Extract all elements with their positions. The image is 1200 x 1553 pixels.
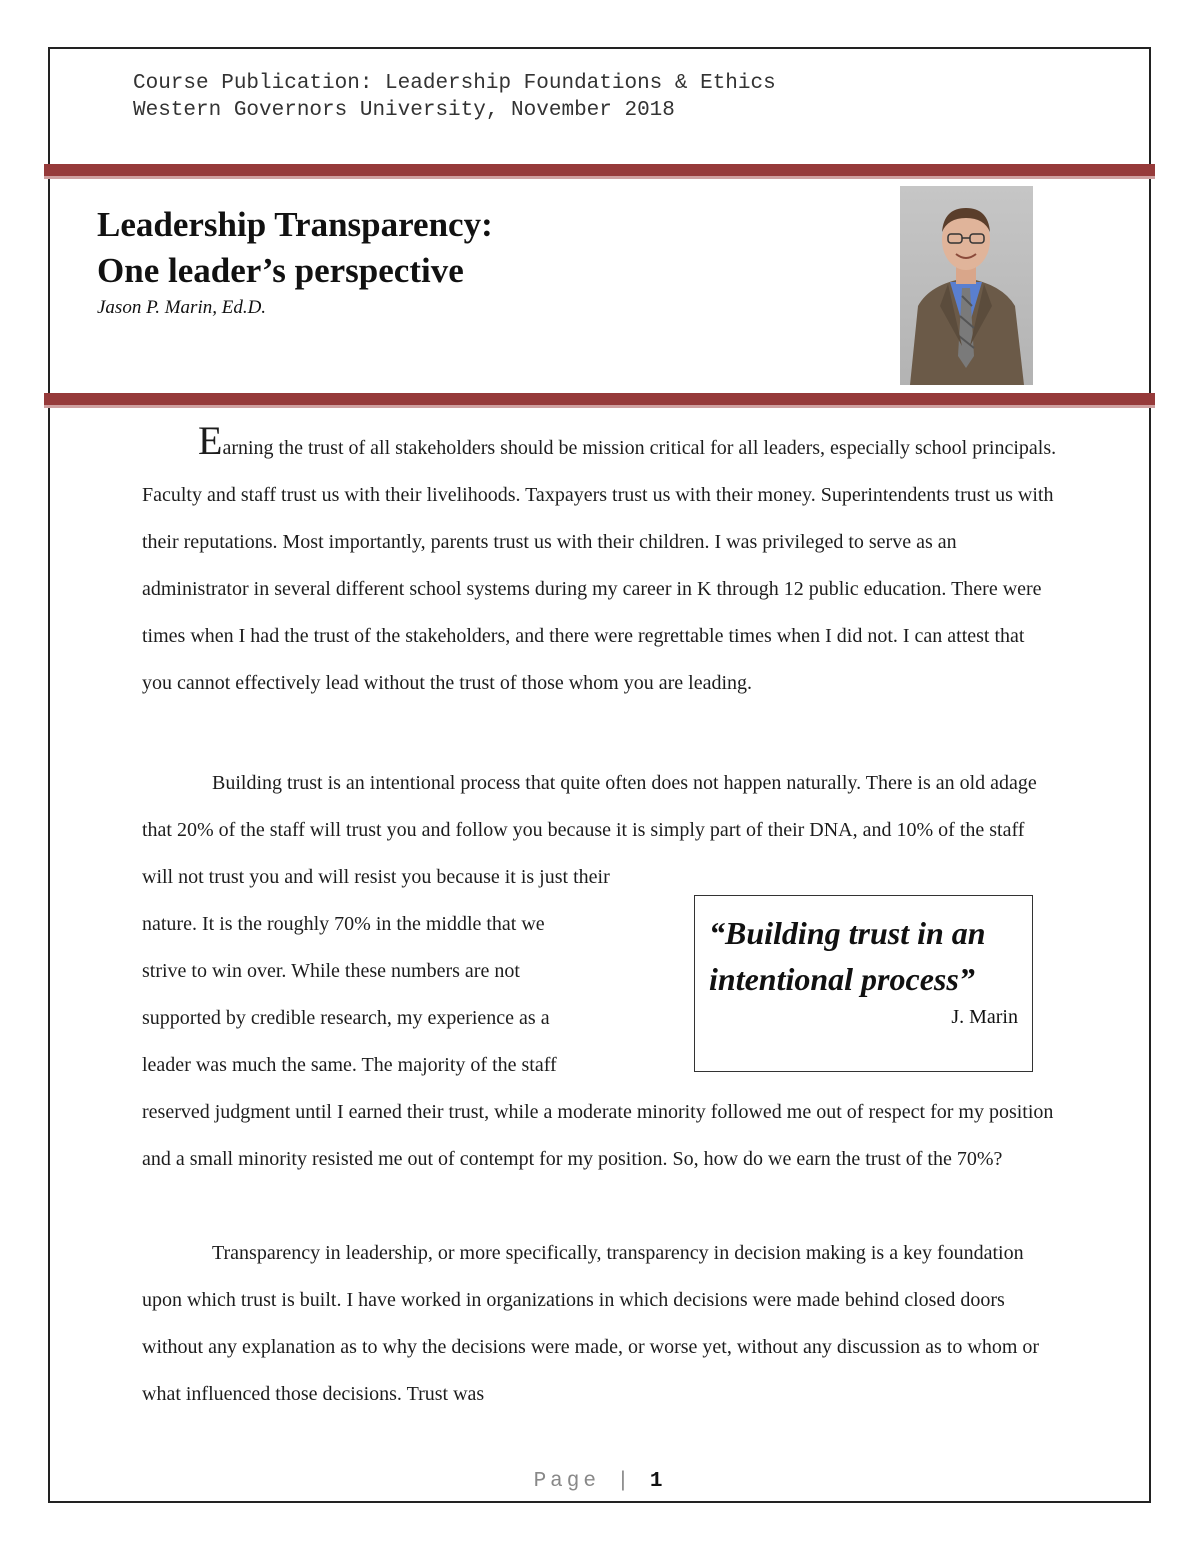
page-footer [0, 1470, 1200, 1493]
course-line-1: Course Publication: Leadership Foundations & Ethics [133, 72, 776, 95]
header-divider-top [44, 164, 1155, 176]
body-paragraph-2-wrap [142, 901, 662, 1089]
drop-cap: E [198, 418, 223, 463]
paragraph-2a-text: Building trust is an intentional process that quite often does not happen naturally. There is an old adage that 20% of the staff will trust you and follow you because it is simply part of their DNA, and 10% of the staff will not trust you and will resist you because it is just their [142, 772, 1037, 888]
course-header [133, 70, 776, 124]
page-label: Page [533, 1470, 600, 1493]
paragraph-3-text: Transparency in leadership, or more specifically, transparency in decision making is a key foundation upon which trust is built. I have worked in organizations in which decisions were made behind closed doors without any explanation as to why the decisions were made, or worse yet, without any discussion as to whom or what influenced those decisions. Trust was [142, 1242, 1040, 1405]
paragraph-1-text: arning the trust of all stakeholders should be mission critical for all leaders, especially school principals. Faculty and staff trust us with their livelihoods. Taxpayers trust us with their money. Superintendents trust us with their reputations. Most importantly, parents trust us with their children. I was privileged to serve as an administrator in several different school systems during my career in K through 12 public education. There were times when I had the trust of the stakeholders, and there were regrettable times when I did not. I can attest that you cannot effectively lead without the trust of those whom you are leading. [142, 437, 1057, 694]
wrap-line-3: supported by credible research, my experience as a [142, 1007, 550, 1029]
body-paragraph-2b [142, 1089, 1057, 1183]
page-separator: | [616, 1470, 634, 1493]
body-paragraph-3 [142, 1230, 1057, 1418]
wrap-line-2: strive to win over. While these numbers are not [142, 960, 520, 982]
article-title [97, 202, 493, 294]
pull-quote-text: “Building trust in an intentional process” [709, 915, 986, 997]
page-number: 1 [649, 1470, 667, 1493]
paragraph-2b-text: reserved judgment until I earned their trust, while a moderate minority followed me out of respect for my position and a small minority resisted me out of contempt for my position. So, how do we earn the trust of the 70%? [142, 1101, 1054, 1170]
title-line-1: Leadership Transparency: [97, 205, 493, 244]
body-paragraph-1 [142, 418, 1057, 707]
wrap-line-1: nature. It is the roughly 70% in the middle that we [142, 913, 545, 935]
course-line-2: Western Governors University, November 2018 [133, 99, 675, 122]
pull-quote-attribution: J. Marin [951, 1006, 1018, 1028]
title-line-2: One leader’s perspective [97, 251, 464, 290]
header-divider-bottom [44, 393, 1155, 405]
pull-quote-box [694, 895, 1033, 1072]
wrap-line-4: leader was much the same. The majority of the staff [142, 1054, 557, 1076]
author-photo [900, 186, 1033, 385]
body-paragraph-2a [142, 760, 1057, 901]
author-byline: Jason P. Marin, Ed.D. [97, 297, 267, 318]
